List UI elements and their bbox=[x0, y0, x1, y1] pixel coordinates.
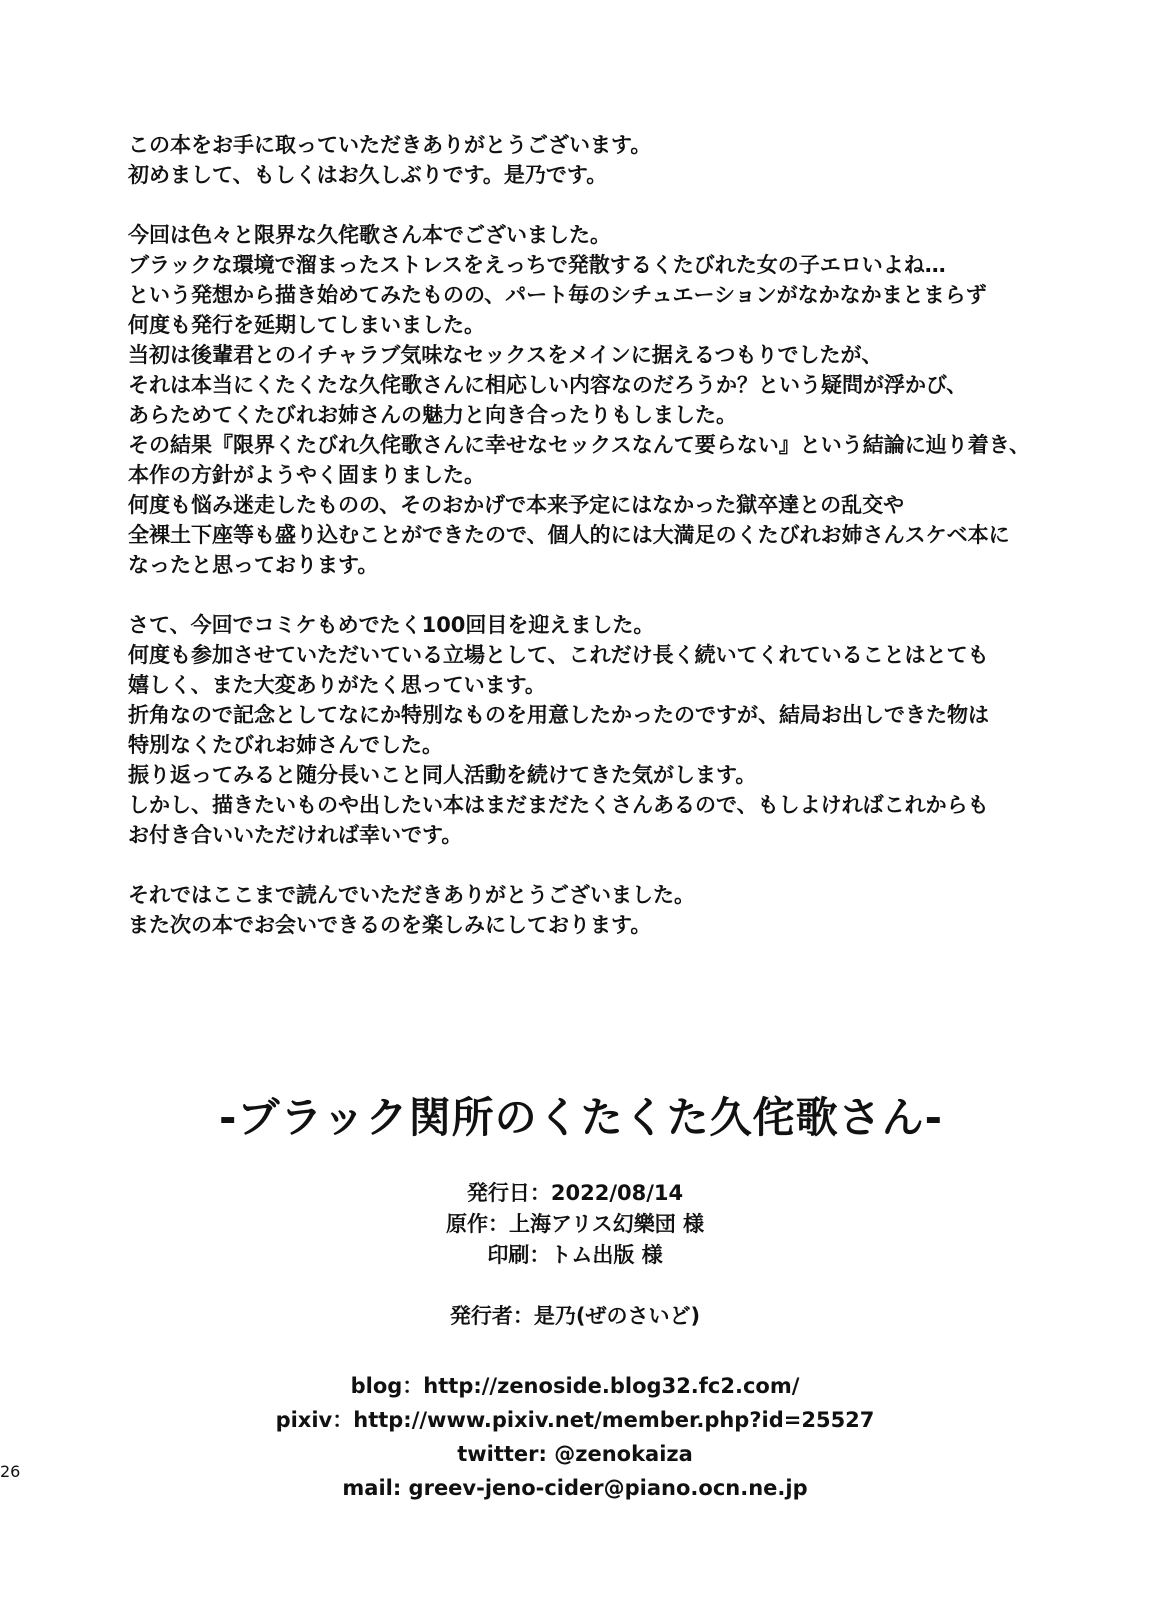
text-line: 何度も参加させていただいている立場として、これだけ長く続いてくれていることはとても bbox=[128, 643, 989, 667]
text-line: この本をお手に取っていただきありがとうございます。 bbox=[128, 133, 652, 157]
text-line: ブラックな環境で溜まったストレスをえっちで発散するくたびれた女の子エロいよね… bbox=[128, 253, 946, 277]
page-number: 26 bbox=[0, 1462, 21, 1481]
text-line: それではここまで読んでいただきありがとうございました。 bbox=[128, 883, 695, 907]
text-line: お付き合いいただければ幸いです。 bbox=[128, 823, 463, 847]
colophon bbox=[0, 1090, 1150, 1505]
book-title: -ブラック関所のくたくた久侘歌さん- bbox=[218, 1093, 944, 1142]
text-line: 当初は後輩君とのイチャラブ気味なセックスをメインに据えるつもりでしたが、 bbox=[128, 343, 883, 367]
text-line: さて、今回でコミケもめでたく100回目を迎えました。 bbox=[128, 613, 655, 637]
text-line: 折角なので記念としてなにか特別なものを用意したかったのですが、結局お出しできた物は bbox=[128, 703, 989, 727]
publisher-credit: 発行者：是乃(ぜのさいど) bbox=[449, 1304, 701, 1328]
printing-credit: 印刷：トム出版 様 bbox=[487, 1243, 663, 1267]
text-line: 全裸土下座等も盛り込むことができたので、個人的には大満足のくたびれお姉さんスケベ本に bbox=[128, 523, 1010, 547]
text-line: 振り返ってみると随分長いこと同人活動を続けてきた気がします。 bbox=[128, 763, 757, 787]
credits-block bbox=[0, 1178, 1150, 1271]
afterword-paragraph-3 bbox=[128, 610, 1088, 850]
text-line: 初めまして、もしくはお久しぶりです。是乃です。 bbox=[128, 163, 608, 187]
afterword-paragraph-2 bbox=[128, 220, 1088, 580]
afterword-paragraph-1 bbox=[128, 130, 1088, 190]
text-line: 今回は色々と限界な久侘歌さん本でございました。 bbox=[128, 223, 611, 247]
afterword-text bbox=[128, 130, 1088, 970]
pixiv-url: pixiv：http://www.pixiv.net/member.php?id=25527 bbox=[275, 1408, 875, 1432]
text-line: あらためてくたびれお姉さんの魅力と向き合ったりもしました。 bbox=[128, 403, 737, 427]
issue-date: 発行日：2022/08/14 bbox=[466, 1181, 684, 1205]
text-line: それは本当にくたくたな久侘歌さんに相応しい内容なのだろうか？という疑問が浮かび、 bbox=[128, 373, 968, 397]
text-line: しかし、描きたいものや出したい本はまだまだたくさんあるので、もしよければこれからも bbox=[128, 793, 989, 817]
text-line: という発想から描き始めてみたものの、パート毎のシチュエーションがなかなかまとまらず bbox=[128, 283, 987, 307]
blog-url: blog：http://zenoside.blog32.fc2.com/ bbox=[350, 1374, 800, 1398]
twitter-handle: twitter: @zenokaiza bbox=[457, 1442, 693, 1466]
contact-block bbox=[0, 1369, 1150, 1505]
text-line: 本作の方針がようやく固まりました。 bbox=[128, 463, 485, 487]
text-line: 特別なくたびれお姉さんでした。 bbox=[128, 733, 443, 757]
text-line: 何度も発行を延期してしまいました。 bbox=[128, 313, 485, 337]
text-line: また次の本でお会いできるのを楽しみにしております。 bbox=[128, 913, 652, 937]
mail-address: mail: greev-jeno-cider@piano.ocn.ne.jp bbox=[342, 1476, 808, 1500]
text-line: 嬉しく、また大変ありがたく思っています。 bbox=[128, 673, 546, 697]
original-work-credit: 原作：上海アリス幻樂団 様 bbox=[445, 1212, 705, 1236]
afterword-paragraph-4 bbox=[128, 880, 1088, 940]
text-line: なったと思っております。 bbox=[128, 553, 379, 577]
text-line: その結果『限界くたびれ久侘歌さんに幸せなセックスなんて要らない』という結論に辿り着き、 bbox=[128, 433, 1030, 457]
text-line: 何度も悩み迷走したものの、そのおかげで本来予定にはなかった獄卒達との乱交や bbox=[128, 493, 905, 517]
